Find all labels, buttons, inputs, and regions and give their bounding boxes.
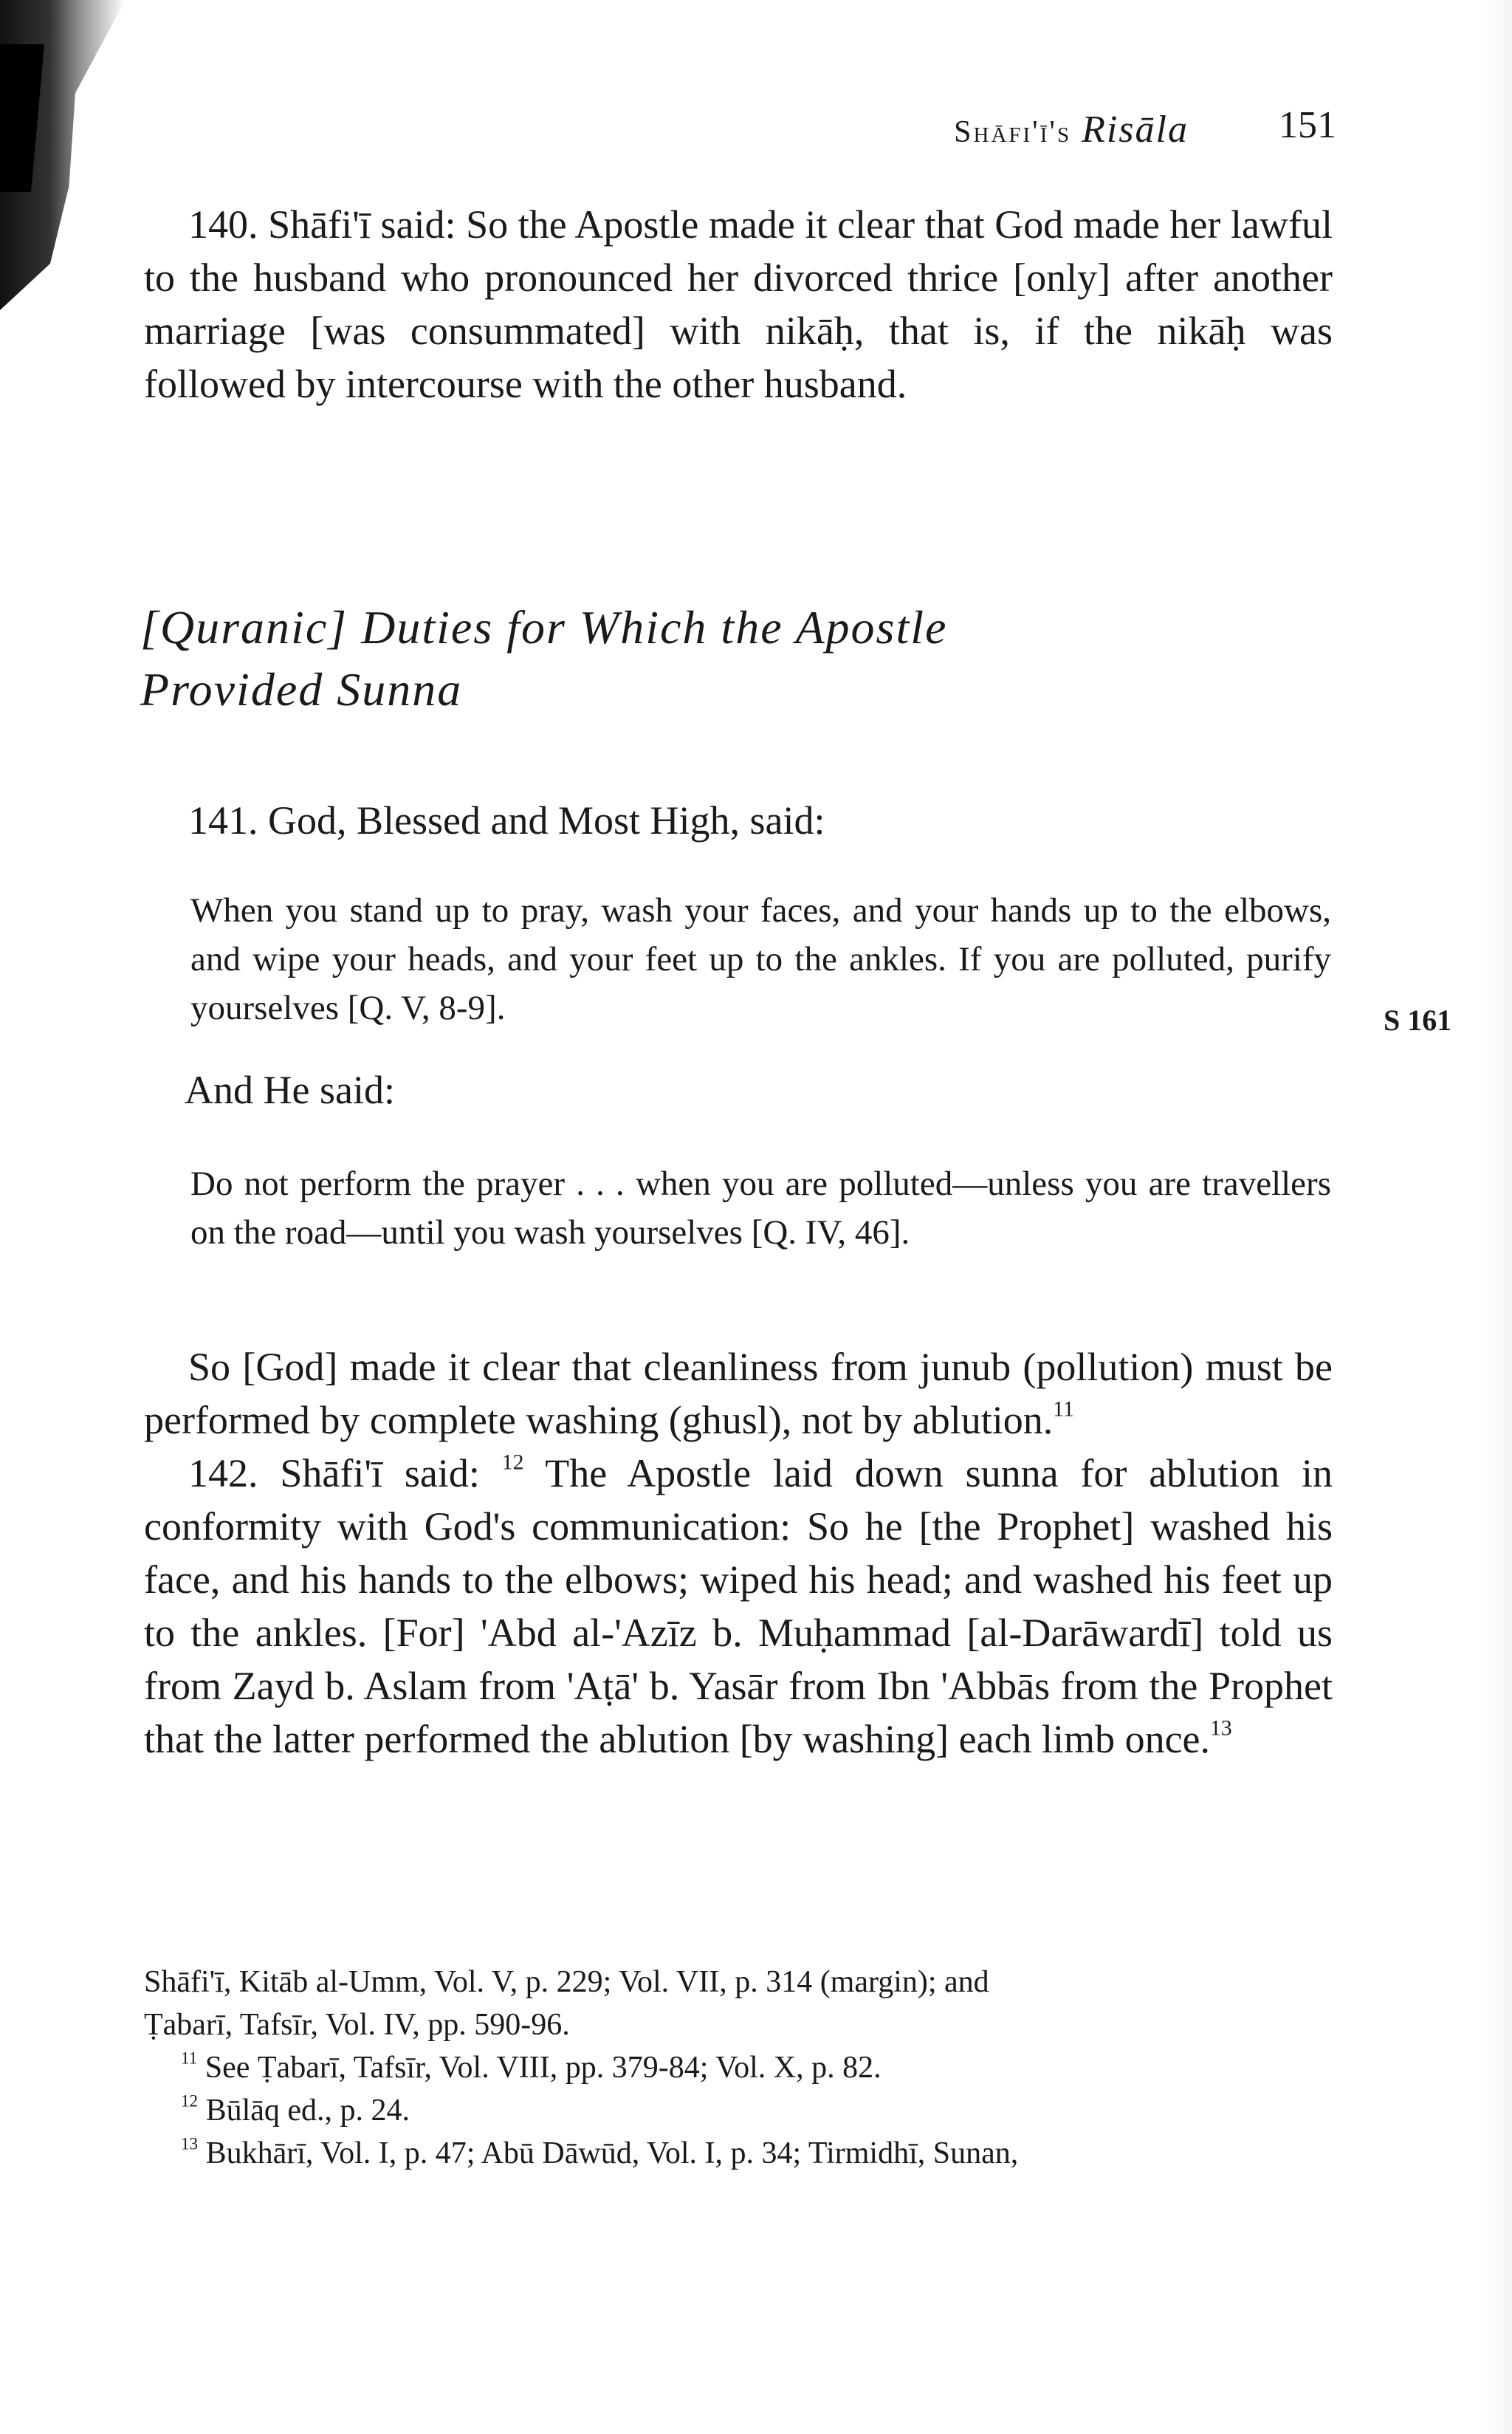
footnote-continuation-1: Shāfi'ī, Kitāb al-Umm, Vol. V, p. 229; Vol. VII, p. 314 (margin); and <box>144 1965 989 1999</box>
footnote-13 <box>144 2132 1333 2175</box>
footnote-12-text: Būlāq ed., p. 24. <box>205 2094 410 2128</box>
footnote-ref-13: 13 <box>1210 1716 1232 1741</box>
margin-reference: S 161 <box>1384 1004 1452 1037</box>
header-author: Shāfi'ī's <box>954 115 1072 149</box>
paragraph-142-text: The Apostle laid down sunna for ablution in conformity with God's communication: So he [the Prophet] washed his face, and his hands to the elbows; wiped his head; and washed his feet up to the ankles. [For] 'Abd al-'Azīz b. Muḥammad [al-Darāwardī] told us from Zayd b. Aslam from 'Aṭā' b. Yasār from Ibn 'Abbās from the Prophet that the latter performed the ablution [by washing] each limb once. <box>144 1451 1333 1761</box>
header-title: Risāla <box>1082 109 1189 151</box>
footnotes <box>144 1961 1333 2175</box>
footnote-ref-12: 12 <box>501 1450 524 1475</box>
quran-quote-2: Do not perform the prayer . . . when you are polluted—unless you are travellers on the road—until you wash yourselves [Q. IV, 46]. <box>190 1165 1331 1252</box>
footnote-11-number: 11 <box>181 2048 198 2068</box>
running-head-title <box>954 108 1189 151</box>
running-header <box>140 103 1336 155</box>
page-edge-shade <box>1482 0 1512 2434</box>
page-number: 151 <box>1279 104 1336 146</box>
section-heading-line2: Provided Sunna <box>140 663 463 716</box>
paragraph-142-lead: 142. Shāfi'ī said: <box>188 1451 480 1495</box>
paragraph-141-conclusion <box>144 1340 1333 1447</box>
paragraph-141-intro: 141. God, Blessed and Most High, said: <box>188 798 825 843</box>
paragraph-140: 140. Shāfi'ī said: So the Apostle made it clear that God made her lawful to the husband who pronounced her divorced thrice [only] after another marriage [was consummated] with nikāḥ, that is, if the nikāḥ was followed by intercourse with the other husband. <box>144 202 1333 406</box>
footnote-11-text: See Ṭabarī, Tafsīr, Vol. VIII, pp. 379-84; Vol. X, p. 82. <box>205 2051 882 2085</box>
footnote-12-number: 12 <box>181 2091 199 2111</box>
quran-quote-1: When you stand up to pray, wash your faces, and your hands up to the elbows, and wipe your heads, and your feet up to the ankles. If you are polluted, purify yourselves [Q. V, 8-9]. <box>190 891 1331 1027</box>
footnote-13-number: 13 <box>181 2133 199 2153</box>
and-he-said: And He said: <box>185 1068 395 1112</box>
footnote-11 <box>144 2046 1333 2089</box>
paragraph-142 <box>144 1447 1333 1766</box>
text-block-lower <box>144 1340 1333 1766</box>
footnote-13-text: Bukhārī, Vol. I, p. 47; Abū Dāwūd, Vol. I, p. 34; Tirmidhī, Sunan, <box>205 2136 1019 2170</box>
footnote-ref-11: 11 <box>1053 1397 1074 1422</box>
footnote-12 <box>144 2089 1333 2132</box>
conclusion-text: So [God] made it clear that cleanliness from junub (pollution) must be performed by complete washing (ghusl), not by ablution. <box>144 1345 1333 1442</box>
section-heading-line1: [Quranic] Duties for Which the Apostle <box>140 601 948 654</box>
footnote-continuation-2: Ṭabarī, Tafsīr, Vol. IV, pp. 590-96. <box>144 2008 570 2042</box>
section-heading <box>140 597 1174 721</box>
